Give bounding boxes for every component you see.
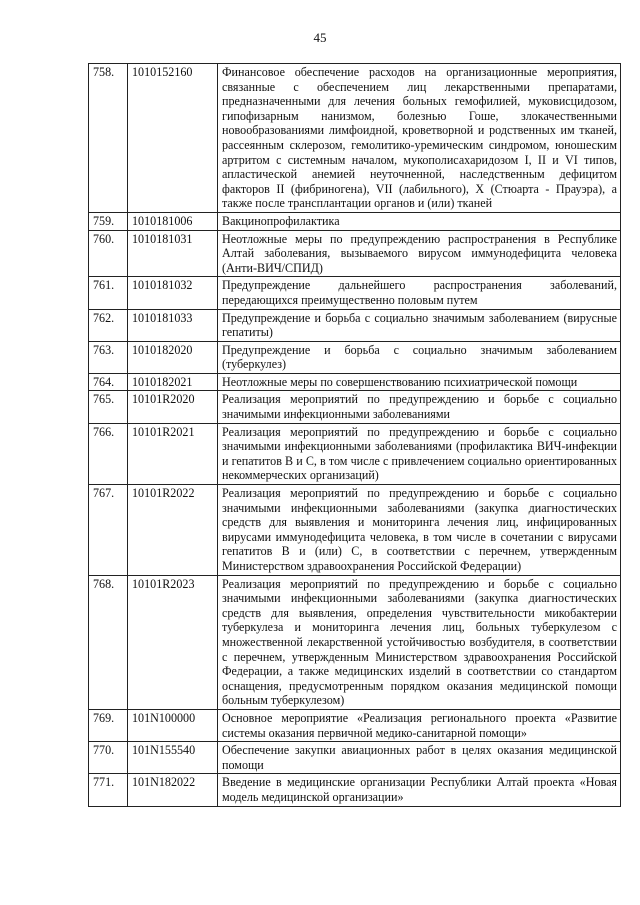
row-number: 767. xyxy=(89,485,128,576)
expense-description: Введение в медицинские организации Республики Алтай проекта «Новая модель медицинской организации» xyxy=(218,774,621,806)
table-row xyxy=(89,742,621,774)
row-number: 771. xyxy=(89,774,128,806)
row-number: 763. xyxy=(89,341,128,373)
classification-code: 1010181006 xyxy=(128,212,218,230)
table-row xyxy=(89,212,621,230)
table-row xyxy=(89,575,621,709)
expense-description: Предупреждение и борьба с социально значимым заболеванием (вирусные гепатиты) xyxy=(218,309,621,341)
table-row xyxy=(89,64,621,213)
table-row xyxy=(89,391,621,423)
row-number: 761. xyxy=(89,277,128,309)
expense-description: Неотложные меры по совершенствованию психиатрической помощи xyxy=(218,373,621,391)
classification-code: 1010182021 xyxy=(128,373,218,391)
table-row xyxy=(89,774,621,806)
expense-description: Основное мероприятие «Реализация регионального проекта «Развитие системы оказания первичной медико-санитарной помощи» xyxy=(218,709,621,741)
classification-code: 1010181032 xyxy=(128,277,218,309)
table-row xyxy=(89,423,621,484)
classification-code: 10101R2023 xyxy=(128,575,218,709)
expense-description: Реализация мероприятий по предупреждению и борьбе с социально значимыми инфекционными заболеваниями xyxy=(218,391,621,423)
classification-code: 10101R2021 xyxy=(128,423,218,484)
row-number: 764. xyxy=(89,373,128,391)
classification-code: 1010181033 xyxy=(128,309,218,341)
classification-code: 101N182022 xyxy=(128,774,218,806)
row-number: 758. xyxy=(89,64,128,213)
row-number: 765. xyxy=(89,391,128,423)
expense-description: Обеспечение закупки авиационных работ в целях оказания медицинской помощи xyxy=(218,742,621,774)
page-number: 45 xyxy=(313,30,327,45)
classification-code: 101N155540 xyxy=(128,742,218,774)
row-number: 766. xyxy=(89,423,128,484)
expense-description: Финансовое обеспечение расходов на организационные мероприятия, связанные с обеспечением лиц лекарственными препаратами, предназначенными для лечения больных гемофилией, муковисцидозом, гипофизарным нанизмом, болезнью Гоше, злокачественными новообразованиями лимфоидной, кроветворной и родственных им тканей, рассеянным склерозом, гемолитико-уремическим синдромом, юношеским артритом с системным началом, мукополисахаридозом I, II и VI типов, апластической анемией неуточненной, наследственным дефицитом факторов II (фибриногена), VII (лабильного), X (Стюарта - Прауэра), а также после трансплантации органов и (или) тканей xyxy=(218,64,621,213)
row-number: 760. xyxy=(89,230,128,277)
expense-description: Вакцинопрофилактика xyxy=(218,212,621,230)
classification-code: 1010182020 xyxy=(128,341,218,373)
table-row xyxy=(89,341,621,373)
expense-description: Реализация мероприятий по предупреждению и борьбе с социально значимыми инфекционными заболеваниями (профилактика ВИЧ-инфекции и гепатитов B и C, в том числе с привлечением социально ориентированных некоммерческих организаций) xyxy=(218,423,621,484)
table-row xyxy=(89,277,621,309)
expense-description: Реализация мероприятий по предупреждению и борьбе с социально значимыми инфекционными заболеваниями (закупка диагностических средств для выявления и мониторинга лечения лиц, инфицированных вирусами иммунодефицита человека, в том числе в сочетании с вирусами гепатитов B и (или) C, в соответствии с перечнем, утвержденным Министерством здравоохранения Российской Федерации) xyxy=(218,485,621,576)
classification-code: 10101R2020 xyxy=(128,391,218,423)
expense-description: Неотложные меры по предупреждению распространения в Республике Алтай заболевания, вызываемого вирусом иммунодефицита человека (Анти-ВИЧ/СПИД) xyxy=(218,230,621,277)
table-row xyxy=(89,709,621,741)
classification-code: 1010181031 xyxy=(128,230,218,277)
table-row xyxy=(89,485,621,576)
expense-description: Предупреждение и борьба с социально значимым заболеванием (туберкулез) xyxy=(218,341,621,373)
row-number: 769. xyxy=(89,709,128,741)
classification-code: 1010152160 xyxy=(128,64,218,213)
table-row xyxy=(89,230,621,277)
table-row xyxy=(89,309,621,341)
budget-code-table xyxy=(88,63,621,807)
classification-code: 10101R2022 xyxy=(128,485,218,576)
row-number: 762. xyxy=(89,309,128,341)
row-number: 768. xyxy=(89,575,128,709)
expense-description: Предупреждение дальнейшего распространения заболеваний, передающихся преимущественно половым путем xyxy=(218,277,621,309)
row-number: 759. xyxy=(89,212,128,230)
row-number: 770. xyxy=(89,742,128,774)
table-row xyxy=(89,373,621,391)
expense-description: Реализация мероприятий по предупреждению и борьбе с социально значимыми инфекционными заболеваниями (закупка диагностических средств для выявления, определения чувствительности микобактерии туберкулеза и мониторинга лечения лиц, больных туберкулезом с множественной лекарственной устойчивостью возбудителя, в соответствии с перечнем, утвержденным Министерством здравоохранения Российской Федерации, а также медицинских изделий в соответствии со стандартом оснащения, предусмотренным порядком оказания медицинской помощи больным туберкулезом) xyxy=(218,575,621,709)
classification-code: 101N100000 xyxy=(128,709,218,741)
